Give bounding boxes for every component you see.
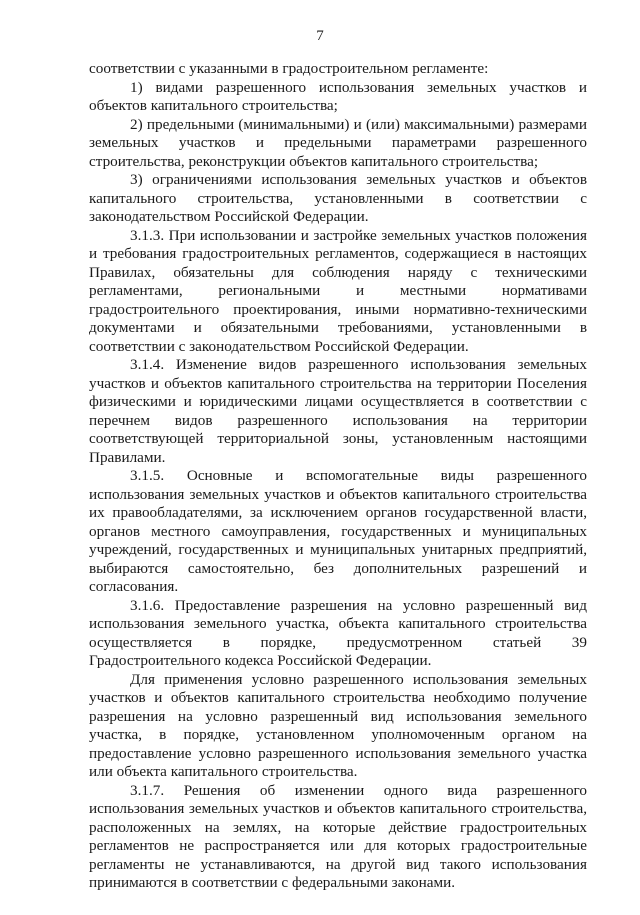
paragraph-conditional-use: Для применения условно разрешенного использования земельных участков и объектов капитального строительства необходимо получение разрешения на условно разрешенный вид использования земельного участка, в порядке, установленном уполномоченным органом на предоставление условно разрешенного использования земельного участка или объекта капитального строительства. xyxy=(89,670,587,780)
paragraph-item-1: 1) видами разрешенного использования земельных участков и объектов капитального строительства; xyxy=(89,78,587,114)
paragraph-3-1-4: 3.1.4. Изменение видов разрешенного использования земельных участков и объектов капитального строительства на территории Поселения физическими и юридическими лицами осуществляется в соответствии с перечнем видов разрешенного использования на территории соответствующей территориальной зоны, установленным настоящими Правилами. xyxy=(89,356,587,466)
paragraph-3-1-3: 3.1.3. При использовании и застройке земельных участков положения и требования градостроительных регламентов, содержащиеся в настоящих Правилах, обязательны для соблюдения наряду с техническими регламентами, региональными и местными нормативами градостроительного проектирования, иными нормативно-техническими документами и обязательными требованиями, установленными в соответствии с законодательством Российской Федерации. xyxy=(89,226,587,355)
paragraph-3-1-6: 3.1.6. Предоставление разрешения на условно разрешенный вид использования земельного участка, объекта капитального строительства осуществляется в порядке, предусмотренном статьей 39 Градостроительного кодекса Российской Федерации. xyxy=(89,596,587,669)
paragraph-3-1-7: 3.1.7. Решения об изменении одного вида разрешенного использования земельных участков и объектов капитального строительства, расположенных на землях, на которые действие градостроительных регламентов не распространяется или для которых градостроительные регламенты не устанавливаются, на другой вид такого использования принимаются в соответствии с федеральными законами. xyxy=(89,781,587,891)
paragraph-3-1-5: 3.1.5. Основные и вспомогательные виды разрешенного использования земельных участков и объектов капитального строительства их правообладателями, за исключением органов государственной власти, органов местного самоуправления, государственных и муниципальных учреждений, государственных и муниципальных унитарных предприятий, выбираются самостоятельно, без дополнительных разрешений и согласования. xyxy=(89,467,587,595)
paragraph-item-3: 3) ограничениями использования земельных участков и объектов капитального строительства, установленными в соответствии с законодательством Российской Федерации. xyxy=(89,171,587,225)
paragraph-item-2: 2) предельными (минимальными) и (или) максимальными) размерами земельных участков и предельными параметрами разрешенного строительства, реконструкции объектов капитального строительства; xyxy=(89,115,587,170)
paragraph-intro-line: соответствии с указанными в градостроительном регламенте: xyxy=(89,60,489,77)
page-number: 7 xyxy=(316,28,324,44)
document-body xyxy=(89,60,587,893)
